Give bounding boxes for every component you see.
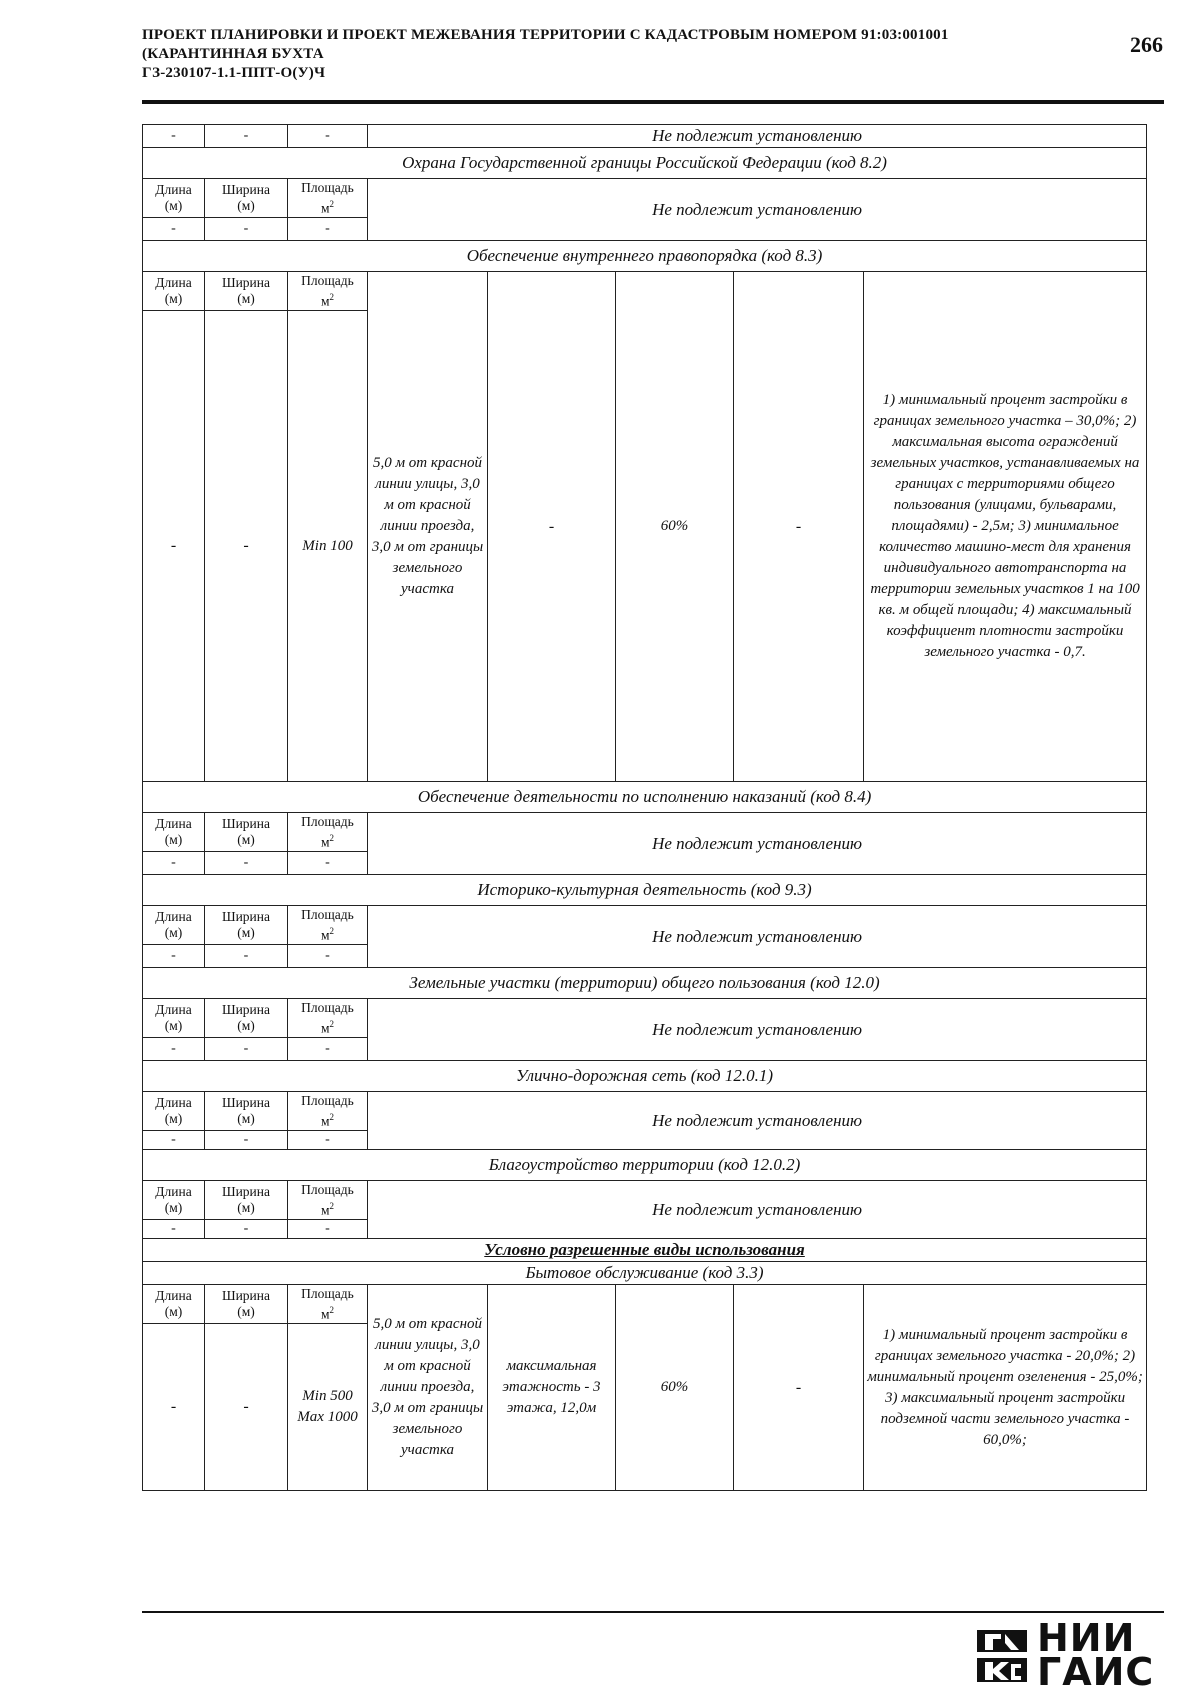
col-length-header: Длина (м) bbox=[143, 999, 205, 1038]
header-code: ГЗ-230107-1.1-ППТ-О(У)Ч bbox=[142, 65, 326, 81]
cell-area: Min 100 bbox=[288, 311, 368, 782]
section-title-12-0-2: Благоустройство территории (код 12.0.2) bbox=[143, 1150, 1147, 1181]
logo-mark-icon bbox=[975, 1626, 1029, 1686]
section-title-8-4: Обеспечение деятельности по исполнению наказаний (код 8.4) bbox=[143, 782, 1147, 813]
cell-dash: - bbox=[205, 1038, 288, 1061]
cell-dash: - bbox=[288, 218, 368, 241]
header-title-line1: ПРОЕКТ ПЛАНИРОВКИ И ПРОЕКТ МЕЖЕВАНИЯ ТЕРРИТОРИИ С КАДАСТРОВЫМ НОМЕРОМ 91:03:001001 bbox=[142, 27, 949, 43]
cell-extra: - bbox=[734, 272, 864, 782]
col-length-header: Длина (м) bbox=[143, 1285, 205, 1324]
table-row bbox=[143, 1181, 1147, 1220]
col-area-header: Площадь $м^2$ bbox=[288, 1181, 368, 1220]
col-area-header: Площадь $м^2$ bbox=[288, 906, 368, 945]
cell-dash: - bbox=[143, 311, 205, 782]
cell-dash: - bbox=[143, 945, 205, 968]
cell-dash: - bbox=[143, 1220, 205, 1239]
cell-dash: - bbox=[288, 852, 368, 875]
cell-dash: - bbox=[205, 1131, 288, 1150]
col-area-header: Площадь $м^2$ bbox=[288, 1285, 368, 1324]
cell-not-established: Не подлежит установлению bbox=[368, 125, 1147, 148]
table-row bbox=[143, 1092, 1147, 1131]
section-title-12-0: Земельные участки (территории) общего пользования (код 12.0) bbox=[143, 968, 1147, 999]
cell-extra: - bbox=[734, 1285, 864, 1491]
cell-coverage: 60% bbox=[616, 1285, 734, 1491]
col-area-header: Площадь $м^2$ bbox=[288, 813, 368, 852]
cell-dash: - bbox=[205, 1324, 288, 1491]
cell-dash: - bbox=[288, 1038, 368, 1061]
col-width-header: Ширина (м) bbox=[205, 906, 288, 945]
col-length-header: Длина (м) bbox=[143, 272, 205, 311]
col-width-header: Ширина (м) bbox=[205, 999, 288, 1038]
cell-dash: - bbox=[205, 1220, 288, 1239]
cell-area: Min 500 Max 1000 bbox=[288, 1324, 368, 1491]
cell-dash: - bbox=[143, 1324, 205, 1491]
page-number: 266 bbox=[1130, 32, 1163, 57]
footer-rule bbox=[142, 1611, 1164, 1613]
cell-dash: - bbox=[143, 125, 205, 148]
table-row bbox=[143, 906, 1147, 945]
cell-dash: - bbox=[205, 125, 288, 148]
cell-setback: 5,0 м от красной линии улицы, 3,0 м от красной линии проезда, 3,0 м от границы земельного участка bbox=[368, 272, 488, 782]
col-area-header: Площадь $м^2$ bbox=[288, 999, 368, 1038]
col-width-header: Ширина (м) bbox=[205, 1181, 288, 1220]
section-title-8-3: Обеспечение внутреннего правопорядка (код 8.3) bbox=[143, 241, 1147, 272]
table-row bbox=[143, 813, 1147, 852]
table-row bbox=[143, 1285, 1147, 1324]
conditional-uses-title: Условно разрешенные виды использования bbox=[143, 1239, 1147, 1262]
cell-not-established: Не подлежит установлению bbox=[368, 1181, 1147, 1239]
document-header bbox=[142, 26, 1102, 83]
cell-not-established: Не подлежит установлению bbox=[368, 813, 1147, 875]
header-rule bbox=[142, 100, 1164, 104]
col-area-header: Площадь $м^2$ bbox=[288, 179, 368, 218]
header-title-line2: (КАРАНТИННАЯ БУХТА bbox=[142, 46, 324, 62]
cell-dash: - bbox=[143, 218, 205, 241]
col-width-header: Ширина (м) bbox=[205, 179, 288, 218]
col-width-header: Ширина (м) bbox=[205, 1285, 288, 1324]
cell-floors: максимальная этажность - 3 этажа, 12,0м bbox=[488, 1285, 616, 1491]
cell-dash: - bbox=[205, 218, 288, 241]
section-title-3-3: Бытовое обслуживание (код 3.3) bbox=[143, 1262, 1147, 1285]
col-length-header: Длина (м) bbox=[143, 1181, 205, 1220]
cell-dash: - bbox=[143, 1131, 205, 1150]
cell-not-established: Не подлежит установлению bbox=[368, 1092, 1147, 1150]
col-width-header: Ширина (м) bbox=[205, 813, 288, 852]
col-length-header: Длина (м) bbox=[143, 1092, 205, 1131]
col-length-header: Длина (м) bbox=[143, 179, 205, 218]
cell-not-established: Не подлежит установлению bbox=[368, 906, 1147, 968]
cell-dash: - bbox=[205, 852, 288, 875]
table-row bbox=[143, 179, 1147, 218]
cell-dash: - bbox=[143, 852, 205, 875]
col-length-header: Длина (м) bbox=[143, 813, 205, 852]
logo-text-line2: ГАИС bbox=[1037, 1650, 1155, 1694]
cell-dash: - bbox=[205, 945, 288, 968]
table-row bbox=[143, 999, 1147, 1038]
cell-floors: - bbox=[488, 272, 616, 782]
cell-dash: - bbox=[288, 125, 368, 148]
col-width-header: Ширина (м) bbox=[205, 272, 288, 311]
cell-coverage: 60% bbox=[616, 272, 734, 782]
section-title-9-3: Историко-культурная деятельность (код 9.3) bbox=[143, 875, 1147, 906]
cell-notes: 1) минимальный процент застройки в границах земельного участка – 30,0%; 2) максимальная высота ограждений земельных участков, устанавливаемых на границах с территориями общего пользования (улицами, бульварами, площадями) - 2,5м; 3) минимальное количество машино-мест для хранения индивидуального автотранспорта на территории земельных участков 1 на 100 кв. м общей площади; 4) максимальный коэффициент плотности застройки земельного участка - 0,7. bbox=[864, 272, 1147, 782]
col-area-header: Площадь $м^2$ bbox=[288, 1092, 368, 1131]
table-row bbox=[143, 272, 1147, 311]
section-title-8-2: Охрана Государственной границы Российской Федерации (код 8.2) bbox=[143, 148, 1147, 179]
cell-dash: - bbox=[288, 1131, 368, 1150]
company-logo bbox=[975, 1616, 1165, 1694]
cell-setback: 5,0 м от красной линии улицы, 3,0 м от красной линии проезда, 3,0 м от границы земельного участка bbox=[368, 1285, 488, 1491]
cell-dash: - bbox=[205, 311, 288, 782]
col-area-header: Площадь $м^2$ bbox=[288, 272, 368, 311]
cell-not-established: Не подлежит установлению bbox=[368, 999, 1147, 1061]
cell-dash: - bbox=[143, 1038, 205, 1061]
regulations-table bbox=[142, 124, 1147, 1491]
cell-notes: 1) минимальный процент застройки в границах земельного участка - 20,0%; 2) минимальный процент озеленения - 25,0%; 3) максимальный процент застройки подземной части земельного участка - 60,0%; bbox=[864, 1285, 1147, 1491]
col-width-header: Ширина (м) bbox=[205, 1092, 288, 1131]
cell-dash: - bbox=[288, 1220, 368, 1239]
logo-text-line1: НИИ bbox=[1037, 1616, 1136, 1660]
section-title-12-0-1: Улично-дорожная сеть (код 12.0.1) bbox=[143, 1061, 1147, 1092]
cell-dash: - bbox=[288, 945, 368, 968]
table-row bbox=[143, 125, 1147, 148]
cell-not-established: Не подлежит установлению bbox=[368, 179, 1147, 241]
col-length-header: Длина (м) bbox=[143, 906, 205, 945]
